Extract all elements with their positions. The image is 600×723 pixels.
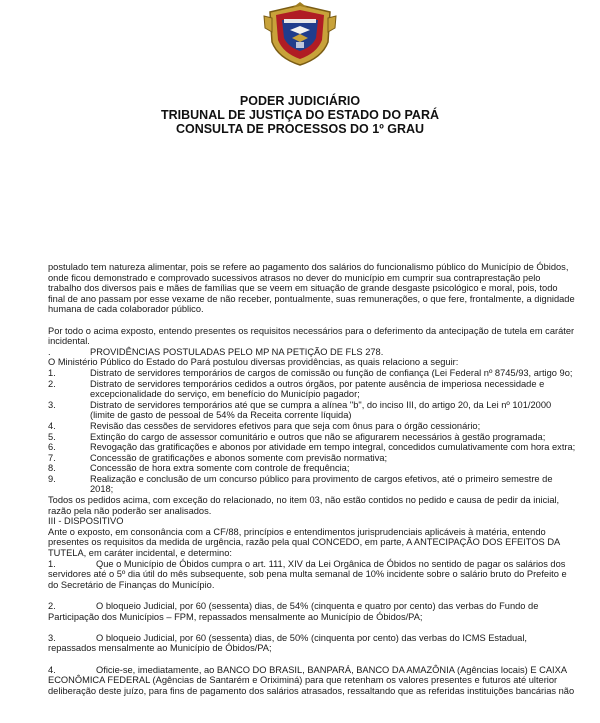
item-number: 6. bbox=[48, 442, 56, 453]
determination-1 bbox=[48, 559, 576, 591]
paragraph-todos-pedidos: Todos os pedidos acima, com exceção do relacionado, no item 03, não estão contidos no pedido e causa de pedir da inicial, razão pela não poderão ser analisados. bbox=[48, 495, 560, 516]
paragraph-exposto: Por todo o acima exposto, entendo presentes os requisitos necessários para o deferimento da antecipação de tutela em caráter incidental. bbox=[48, 325, 575, 347]
header-line-consulta: CONSULTA DE PROCESSOS DO 1º GRAU bbox=[175, 122, 425, 136]
heading-text: PROVIDÊNCIAS POSTULADAS PELO MP NA PETIÇÃO DE FLS 278. bbox=[90, 346, 384, 357]
list-item bbox=[48, 400, 576, 421]
item-text: Distrato de servidores temporários cedidos a outros órgãos, por patente ausência de imperiosa necessidade e excepcionalidade do serviço, em benefício do Município pagador; bbox=[90, 378, 545, 400]
section-heading-dispositivo: III - DISPOSITIVO bbox=[48, 516, 124, 527]
determination-number: 2. bbox=[48, 601, 56, 611]
header-line-poder: PODER JUDICIÁRIO bbox=[239, 94, 361, 108]
item-text: Extinção do cargo de assessor comunitário e outros que não se afigurarem necessários à gestão programada; bbox=[90, 431, 546, 442]
list-item bbox=[48, 463, 576, 474]
list-item bbox=[48, 474, 576, 495]
court-crest-icon bbox=[262, 2, 338, 68]
paragraph-ministerio: O Ministério Público do Estado do Pará postulou diversas providências, as quais relaciono a seguir: bbox=[48, 357, 459, 368]
item-text: Revogação das gratificações e abonos por atividade em tempo integral, concedidos cumulativamente com hora extra; bbox=[90, 442, 576, 453]
item-number: 2. bbox=[48, 378, 56, 389]
determination-text: Oficie-se, imediatamente, ao BANCO DO BRASIL, BANPARÁ, BANCO DA AMAZÔNIA (Agências locais) E CAIXA ECONÔMICA FEDERAL (Agências de Santarém e Oriximiná) para que retenham os valores presentes e futuros até ulterior deliberação deste juízo, para fins de pagamento dos salários atrasados, ressaltando que as referidas instituições bancárias não bbox=[48, 664, 575, 696]
item-number: 4. bbox=[48, 420, 56, 431]
determination-text: Que o Município de Óbidos cumpra o art. 111, XIV da Lei Orgânica de Óbidos no sentido de pagar os salários dos servidores até o 5º dia útil do mês subsequente, sob pena multa semanal de 10% incidente sobre o salário bruto do Prefeito e do Secretário de Finanças do Município. bbox=[48, 558, 567, 590]
document-body bbox=[48, 262, 576, 696]
paragraph-ante-exposto: Ante o exposto, em consonância com a CF/88, princípios e entendimentos jurisprudenciais aplicáveis à matéria, entendo presentes os requisitos da medida de urgência, razão pela qual CONCEDO, em parte, A ANTECIPAÇÃO DOS EFEITOS DA TUTELA, em caráter incidental, e determino: bbox=[48, 526, 560, 559]
determination-number: 3. bbox=[48, 632, 56, 643]
determination-text: O bloqueio Judicial, por 60 (sessenta) dias, de 54% (cinquenta e quatro por cento) das verbas do Fundo de Participação dos Municípios – FPM, repassados mensalmente ao Município de Óbidos/PA; bbox=[48, 601, 539, 622]
determination-number: 1. bbox=[48, 558, 56, 569]
list-item bbox=[48, 421, 576, 432]
determination-2 bbox=[48, 601, 576, 622]
heading-marker: . bbox=[48, 346, 51, 357]
item-text: Realização e conclusão de um concurso público para provimento de cargos efetivos, até o primeiro semestre de 2018; bbox=[90, 473, 553, 495]
list-item bbox=[48, 442, 576, 453]
item-number: 8. bbox=[48, 463, 56, 474]
determination-4 bbox=[48, 665, 576, 697]
determination-3 bbox=[48, 633, 576, 654]
list-item bbox=[48, 379, 576, 400]
item-number: 7. bbox=[48, 452, 56, 463]
section-heading-providencias bbox=[48, 347, 576, 358]
list-item bbox=[48, 453, 576, 464]
item-text: Concessão de gratificações e abonos somente com previsão normativa; bbox=[90, 452, 388, 463]
determination-number: 4. bbox=[48, 664, 56, 675]
item-text: Revisão das cessões de servidores efetivos para que seja com ônus para o órgão cessionário; bbox=[90, 420, 481, 431]
list-item bbox=[48, 432, 576, 443]
list-item bbox=[48, 368, 576, 379]
item-text: Concessão de hora extra somente com controle de frequência; bbox=[90, 463, 350, 474]
header-line-tribunal: TRIBUNAL DE JUSTIÇA DO ESTADO DO PARÁ bbox=[160, 108, 440, 122]
item-number: 5. bbox=[48, 431, 56, 442]
item-number: 9. bbox=[48, 473, 56, 484]
item-number: 1. bbox=[48, 367, 56, 378]
determination-text: O bloqueio Judicial, por 60 (sessenta) dias, de 50% (cinquenta por cento) das verbas do ICMS Estadual, repassados mensalmente ao Município de Óbidos/PA; bbox=[48, 632, 527, 654]
item-text: Distrato de servidores temporários até que se cumpra a alínea "b", do inciso III, do artigo 20, da Lei nº 101/2000 (limite de gasto de pessoal de 54% da Receita corrente líquida) bbox=[90, 399, 552, 421]
paragraph-alimentar: postulado tem natureza alimentar, pois se refere ao pagamento dos salários do funcionalismo público do Município de Óbidos, onde ficou demonstrado e comprovado sucessivos atrasos no dever do município em cumprir sua contraprestação pelo trabalho dos diversos pais e mães de famílias que se veem em situação de grande desgaste psicológico e moral, pois, todo final de ano passam por esse vexame de não receber, pontualmente, suas remunerações, o que fere, frontalmente, a dignidade humana de cada colaborador público. bbox=[48, 262, 575, 315]
item-text: Distrato de servidores temporários de cargos de comissão ou função de confiança (Lei Federal nº 8745/93, artigo 9o; bbox=[90, 367, 573, 378]
item-number: 3. bbox=[48, 399, 56, 410]
